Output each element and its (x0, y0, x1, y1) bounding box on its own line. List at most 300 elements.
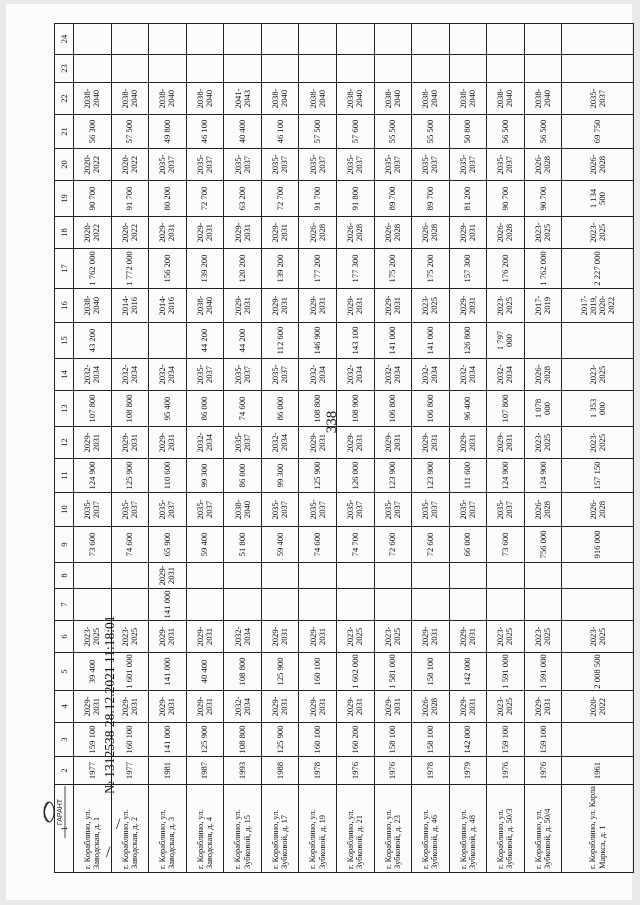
table-cell: 160 200 (336, 723, 374, 757)
table-cell: 1 591 000 (487, 653, 525, 691)
table-cell: 1988 (261, 757, 299, 785)
table-cell (111, 55, 149, 83)
table-cell: 1961 (562, 757, 634, 785)
table-cell (336, 563, 374, 589)
table-cell: 95 400 (149, 391, 187, 427)
table-cell (224, 55, 262, 83)
table-cell: 90 700 (524, 181, 562, 217)
column-header: 9 (55, 527, 74, 563)
logo-text: ГАРАНТ (57, 798, 64, 826)
table-cell: 2032-2034 (487, 359, 525, 391)
table-cell: 123 900 (412, 459, 450, 493)
table-cell: 51 800 (224, 527, 262, 563)
table-cell: 2023-2025 (487, 691, 525, 723)
table-cell: 2023-2025 (524, 427, 562, 459)
table-cell (299, 24, 337, 55)
table-cell: 2029-2031 (74, 691, 112, 723)
table-cell: 2035-2037 (149, 149, 187, 181)
column-header: 11 (55, 459, 74, 493)
table-cell: 2023-2025 (487, 621, 525, 653)
table-cell (299, 589, 337, 621)
address-cell: г. Кораблино, ул. Зубковой, д. 17 (261, 785, 299, 873)
table-cell: 69 750 (562, 115, 634, 149)
table-cell: 1 591 000 (524, 653, 562, 691)
table-cell: 46 100 (261, 115, 299, 149)
table-cell: 49 800 (149, 115, 187, 149)
table-cell (487, 589, 525, 621)
table-cell: 2035-2037 (74, 493, 112, 527)
table-cell: 74 600 (299, 527, 337, 563)
table-row (487, 24, 525, 873)
column-header: 22 (55, 83, 74, 115)
table-cell: 99 300 (186, 459, 224, 493)
table-cell: 1978 (412, 757, 450, 785)
capital-repair-table (54, 23, 634, 873)
table-cell: 90 700 (487, 181, 525, 217)
table-cell: 2032-2034 (224, 691, 262, 723)
table-cell: 2029-2031 (336, 427, 374, 459)
table-cell: 2029-2031 (374, 691, 412, 723)
address-cell: г. Кораблино, ул. Зубковой, д. 48 (449, 785, 487, 873)
column-header: 19 (55, 181, 74, 217)
table-cell (149, 24, 187, 55)
table-cell: 141 000 (374, 323, 412, 359)
table-cell (299, 55, 337, 83)
table-cell: 2029-2031 (412, 621, 450, 653)
table-cell: 2035-2037 (487, 493, 525, 527)
table-cell: 2029-2031 (186, 691, 224, 723)
table-cell: 2035-2037 (149, 493, 187, 527)
table-cell: 2035-2037 (111, 493, 149, 527)
column-header: 8 (55, 563, 74, 589)
table-cell (336, 589, 374, 621)
table-cell: 2029-2031 (149, 427, 187, 459)
table-cell: 2032-2034 (336, 359, 374, 391)
table-cell: 177 200 (299, 249, 337, 289)
table-cell: 2029-2031 (74, 427, 112, 459)
column-header: 20 (55, 149, 74, 181)
table-cell: 1979 (449, 757, 487, 785)
table-cell: 1 602 000 (336, 653, 374, 691)
column-header: 21 (55, 115, 74, 149)
table-cell: 81 200 (449, 181, 487, 217)
address-cell: г. Кораблино, ул. Заводская, д. 2 (111, 785, 149, 873)
table-cell: 1 078 000 (524, 391, 562, 427)
table-row (336, 24, 374, 873)
table-cell: 139 200 (186, 249, 224, 289)
table-cell: 57 600 (336, 115, 374, 149)
table-cell: 159 100 (487, 723, 525, 757)
table-cell: 74 600 (111, 527, 149, 563)
table-cell: 1 134 500 (562, 181, 634, 217)
table-cell: 157 150 (562, 459, 634, 493)
table-cell: 142 000 (449, 723, 487, 757)
table-cell: 916 000 (562, 527, 634, 563)
table-cell: 1 762 000 (74, 249, 112, 289)
address-cell: г. Кораблино, ул. Заводская, д. 1 (74, 785, 112, 873)
table-cell: 2038-2040 (412, 83, 450, 115)
table-cell: 2035-2037 (186, 493, 224, 527)
table-cell (374, 589, 412, 621)
table-cell: 2032-2034 (412, 359, 450, 391)
table-cell (149, 323, 187, 359)
table-cell: 158 100 (374, 723, 412, 757)
table-cell: 2029-2031 (224, 289, 262, 323)
table-cell: 74 600 (224, 391, 262, 427)
table-cell: 2029-2031 (224, 217, 262, 249)
table-cell: 125 900 (111, 459, 149, 493)
table-cell: 2017-2019, 2020-2022 (562, 289, 634, 323)
table-cell: 1977 (111, 757, 149, 785)
table-cell: 143 100 (336, 323, 374, 359)
table-cell: 2035-2037 (261, 359, 299, 391)
table-cell (412, 24, 450, 55)
table-cell: 106 800 (412, 391, 450, 427)
table-cell: 1 797 000 (487, 323, 525, 359)
table-cell: 2029-2031 (261, 289, 299, 323)
table-cell: 2017-2019 (524, 289, 562, 323)
table-cell: 2029-2031 (261, 217, 299, 249)
table-cell: 2038-2040 (149, 83, 187, 115)
table-cell: 756 000 (524, 527, 562, 563)
table-cell: 2029-2031 (524, 691, 562, 723)
table-cell: 1976 (524, 757, 562, 785)
table-cell: 146 900 (299, 323, 337, 359)
table-cell (524, 589, 562, 621)
address-cell: г. Кораблино, ул. Зубковой, д. 15 (224, 785, 262, 873)
table-cell: 2032-2034 (374, 359, 412, 391)
table-cell: 44 200 (224, 323, 262, 359)
table-cell: 110 600 (149, 459, 187, 493)
table-cell: 2035-2037 (412, 149, 450, 181)
table-cell: 2029-2031 (336, 691, 374, 723)
table-cell: 2026-2028 (336, 217, 374, 249)
table-cell: 2014-2016 (111, 289, 149, 323)
table-cell: 2023-2025 (374, 621, 412, 653)
column-header: 10 (55, 493, 74, 527)
table-cell: 2020-2022 (74, 149, 112, 181)
table-cell: 72 600 (374, 527, 412, 563)
column-header: 16 (55, 289, 74, 323)
table-cell: 2032-2034 (186, 427, 224, 459)
table-cell (224, 589, 262, 621)
table-cell: 2029-2031 (186, 621, 224, 653)
table-cell: 139 200 (261, 249, 299, 289)
table-cell: 2029-2031 (449, 427, 487, 459)
table-cell: 2035-2037 (261, 149, 299, 181)
table-cell: 2020-2022 (111, 217, 149, 249)
table-cell: 2029-2031 (149, 621, 187, 653)
table-cell: 2038-2040 (487, 83, 525, 115)
table-cell: 2023-2025 (336, 621, 374, 653)
table-cell: 2035-2037 (336, 149, 374, 181)
table-cell: 2038-2040 (74, 83, 112, 115)
table-cell: 141 000 (149, 723, 187, 757)
column-header: 13 (55, 391, 74, 427)
table-cell: 125 900 (261, 653, 299, 691)
table-cell: 2029-2031 (449, 691, 487, 723)
table-cell: 2029-2031 (487, 427, 525, 459)
table-cell: 120 200 (224, 249, 262, 289)
address-cell: г. Кораблино, ул. Зубковой, д. 23 (374, 785, 412, 873)
table-cell: 111 600 (449, 459, 487, 493)
table-cell: 2035-2037 (261, 493, 299, 527)
table-cell: 2029-2031 (299, 621, 337, 653)
table-cell: 2023-2025 (487, 289, 525, 323)
table-cell: 40 400 (224, 115, 262, 149)
table-cell: 2020-2022 (111, 149, 149, 181)
table-cell: 73 600 (74, 527, 112, 563)
table-cell: 1993 (224, 757, 262, 785)
page-number: 338 (324, 410, 340, 434)
table-cell: 2035-2037 (449, 149, 487, 181)
table-cell: 160 100 (299, 723, 337, 757)
table-cell: 2029-2031 (299, 289, 337, 323)
table-cell: 2038-2040 (111, 83, 149, 115)
table-cell: 2038-2040 (186, 289, 224, 323)
table-cell: 2029-2031 (449, 289, 487, 323)
pen-mark: / (116, 816, 121, 833)
table-cell: 2029-2031 (449, 621, 487, 653)
table-cell: 2026-2028 (562, 493, 634, 527)
table-cell: 2 227 000 (562, 249, 634, 289)
table-cell: 124 900 (524, 459, 562, 493)
table-cell: 50 800 (449, 115, 487, 149)
table-cell: 2026-2028 (524, 493, 562, 527)
table-cell: 176 200 (487, 249, 525, 289)
table-cell: 2035-2037 (374, 149, 412, 181)
table-cell: 2029-2031 (449, 217, 487, 249)
table-row (374, 24, 412, 873)
table-cell: 159 100 (524, 723, 562, 757)
table-cell: 73 600 (487, 527, 525, 563)
table-cell: 89 700 (374, 181, 412, 217)
table-cell: 2035-2037 (299, 149, 337, 181)
table-cell (412, 589, 450, 621)
table-cell: 158 100 (412, 653, 450, 691)
column-header: 12 (55, 427, 74, 459)
table-cell (186, 589, 224, 621)
table-cell: 107 800 (74, 391, 112, 427)
table-cell: 177 300 (336, 249, 374, 289)
table-cell: 158 100 (412, 723, 450, 757)
table-cell: 46 100 (186, 115, 224, 149)
column-header: 5 (55, 653, 74, 691)
table-cell: 2035-2037 (449, 493, 487, 527)
column-header: 3 (55, 723, 74, 757)
table-cell (449, 563, 487, 589)
table-cell: 108 800 (299, 391, 337, 427)
table-cell: 2026-2028 (412, 691, 450, 723)
table-cell: 1 601 000 (111, 653, 149, 691)
table-cell: 80 200 (149, 181, 187, 217)
table-cell: 2029-2031 (374, 427, 412, 459)
column-header: 23 (55, 55, 74, 83)
table-cell: 2035-2037 (412, 493, 450, 527)
table-cell: 2038-2040 (186, 83, 224, 115)
table-cell: 2026-2028 (524, 359, 562, 391)
table-cell (111, 24, 149, 55)
table-row (524, 24, 562, 873)
table-cell: 2032-2034 (299, 359, 337, 391)
table-cell (111, 323, 149, 359)
table-cell: 2038-2040 (224, 493, 262, 527)
table-cell (186, 563, 224, 589)
pen-mark: / (106, 844, 111, 861)
table-cell: 59 400 (261, 527, 299, 563)
table-cell: 160 100 (299, 653, 337, 691)
table-cell (74, 24, 112, 55)
address-cell: г. Кораблино, ул. Зубковой, д. 50/4 (524, 785, 562, 873)
table-cell: 2023-2025 (412, 289, 450, 323)
table-cell: 2029-2031 (336, 289, 374, 323)
table-cell: 2029-2031 (412, 427, 450, 459)
table-cell (261, 55, 299, 83)
table-cell (224, 24, 262, 55)
column-header: 18 (55, 217, 74, 249)
table-cell: 124 900 (487, 459, 525, 493)
table-cell: 2026-2028 (487, 217, 525, 249)
table-cell (149, 55, 187, 83)
table-row (261, 24, 299, 873)
table-cell: 2038-2040 (374, 83, 412, 115)
column-header: 24 (55, 24, 74, 55)
table-cell: 157 300 (449, 249, 487, 289)
table-cell (186, 55, 224, 83)
table-cell: 2035-2037 (562, 83, 634, 115)
table-cell: 2026-2028 (524, 149, 562, 181)
document-page (6, 4, 632, 900)
table-row (224, 24, 262, 873)
table-cell (412, 563, 450, 589)
table-cell: 59 400 (186, 527, 224, 563)
rotated-table-container (54, 34, 634, 873)
table-cell: 112 600 (261, 323, 299, 359)
column-header: 1 (55, 785, 74, 873)
table-row (449, 24, 487, 873)
table-cell: 72 700 (186, 181, 224, 217)
table-cell: 126 000 (336, 459, 374, 493)
table-cell: 2029-2031 (111, 691, 149, 723)
address-cell: г. Кораблино, ул. Заводская, д. 4 (186, 785, 224, 873)
table-cell: 2029-2031 (186, 217, 224, 249)
table-cell (524, 563, 562, 589)
table-cell: 2035-2037 (336, 493, 374, 527)
table-body (74, 24, 634, 873)
table-cell (562, 24, 634, 55)
table-row (186, 24, 224, 873)
table-cell: 108 800 (224, 653, 262, 691)
table-cell: 2035-2037 (374, 493, 412, 527)
table-cell (374, 563, 412, 589)
table-cell: 1978 (299, 757, 337, 785)
address-cell: г. Кораблино, ул. Зубковой, д. 19 (299, 785, 337, 873)
table-cell: 86 000 (186, 391, 224, 427)
table-cell: 72 600 (412, 527, 450, 563)
table-cell: 2026-2028 (562, 149, 634, 181)
table-cell: 1 762 000 (524, 249, 562, 289)
column-header: 2 (55, 757, 74, 785)
table-cell: 55 500 (374, 115, 412, 149)
table-cell: 2029-2031 (374, 289, 412, 323)
table-cell: 108 800 (224, 723, 262, 757)
address-cell: г. Кораблино, ул. Зубковой, д. 50/3 (487, 785, 525, 873)
table-cell: 2023-2025 (562, 359, 634, 391)
table-cell (412, 55, 450, 83)
table-cell: 2014-2016 (149, 289, 187, 323)
table-cell: 2029-2031 (149, 217, 187, 249)
table-cell: 2023-2025 (562, 427, 634, 459)
table-cell (524, 323, 562, 359)
table-cell (336, 24, 374, 55)
table-cell: 160 100 (111, 723, 149, 757)
column-header: 6 (55, 621, 74, 653)
table-cell: 2029-2031 (111, 427, 149, 459)
table-cell (562, 589, 634, 621)
table-cell: 2020-2022 (562, 691, 634, 723)
table-cell (336, 55, 374, 83)
table-cell: 91 700 (111, 181, 149, 217)
table-cell: 72 700 (261, 181, 299, 217)
table-cell: 1 772 000 (111, 249, 149, 289)
table-cell (562, 723, 634, 757)
column-header: 4 (55, 691, 74, 723)
table-row (412, 24, 450, 873)
table-cell: 141 000 (412, 323, 450, 359)
table-cell: 142 000 (449, 653, 487, 691)
table-cell: 57 500 (111, 115, 149, 149)
table-cell: 65 900 (149, 527, 187, 563)
table-cell (299, 563, 337, 589)
table-cell (449, 55, 487, 83)
table-cell (524, 55, 562, 83)
table-cell (487, 24, 525, 55)
table-cell: 2029-2031 (299, 691, 337, 723)
table-cell: 107 800 (487, 391, 525, 427)
table-cell: 2032-2034 (449, 359, 487, 391)
table-cell: 2035-2037 (224, 427, 262, 459)
table-cell: 2026-2028 (299, 217, 337, 249)
table-cell: 2026-2028 (412, 217, 450, 249)
table-cell: 1 353 000 (562, 391, 634, 427)
table-cell (374, 24, 412, 55)
table-cell: 2029-2031 (149, 563, 187, 589)
table-cell: 1976 (487, 757, 525, 785)
table-cell: 66 000 (449, 527, 487, 563)
table-cell: 91 800 (336, 181, 374, 217)
table-cell: 56 300 (74, 115, 112, 149)
table-cell: 2035-2037 (224, 359, 262, 391)
table-cell: 2035-2037 (299, 493, 337, 527)
table-cell: 2029-2031 (261, 621, 299, 653)
table-cell: 108 900 (336, 391, 374, 427)
table-cell: 2038-2040 (524, 83, 562, 115)
address-cell: г. Кораблино, ул. Зубковой, д. 21 (336, 785, 374, 873)
column-header: 15 (55, 323, 74, 359)
table-cell: 125 900 (186, 723, 224, 757)
table-cell: 2032-2034 (261, 427, 299, 459)
table-cell: 2038-2040 (336, 83, 374, 115)
table-cell: 1987 (186, 757, 224, 785)
table-cell: 99 300 (261, 459, 299, 493)
column-header: 17 (55, 249, 74, 289)
table-cell: 39 400 (74, 653, 112, 691)
table-cell (374, 55, 412, 83)
address-cell: г. Кораблино, ул. Заводская, д. 3 (149, 785, 187, 873)
table-cell: 2029-2031 (149, 691, 187, 723)
table-cell: 63 200 (224, 181, 262, 217)
table-cell (261, 563, 299, 589)
